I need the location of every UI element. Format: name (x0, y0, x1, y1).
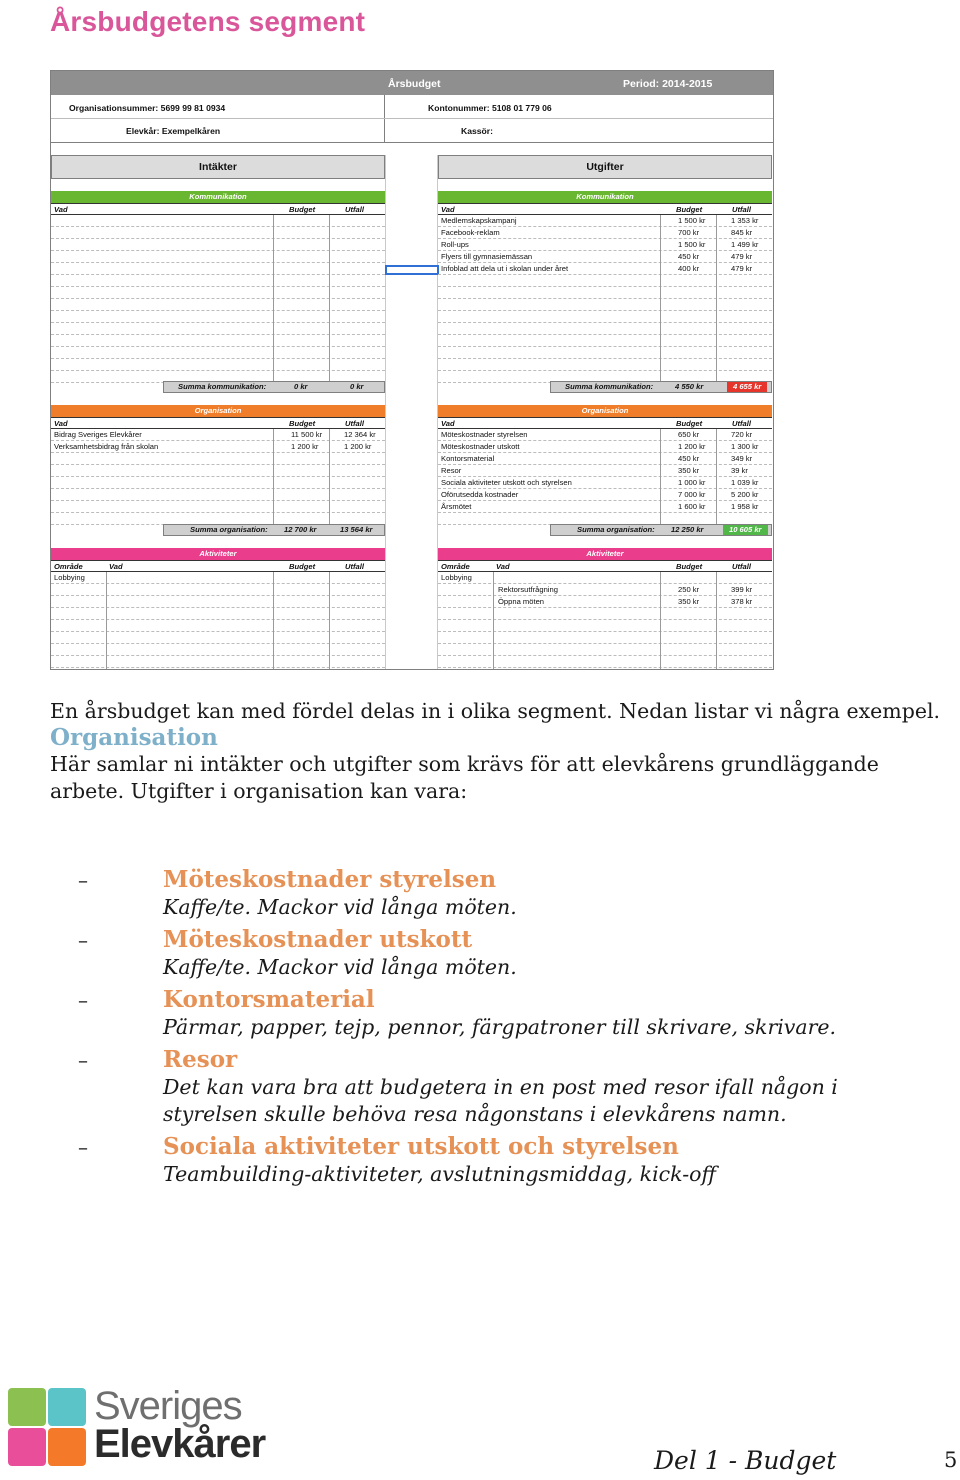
dash-bullet: – (78, 928, 88, 952)
sheet-period: Period: 2014-2015 (623, 78, 713, 90)
cell-item: Öppna möten (498, 597, 545, 606)
table-row (51, 632, 385, 644)
cell-budget: 250 kr (678, 585, 700, 594)
cell-item: Sociala aktiviteter utskott och styrelsen (441, 478, 572, 487)
cell-outcome: 1 499 kr (731, 240, 759, 249)
cell-budget: 7 000 kr (678, 490, 706, 499)
income-akt-header: Område Vad Budget Utfall (51, 560, 385, 572)
table-row (51, 287, 385, 299)
cell-budget: 1 200 kr (291, 442, 319, 451)
expense-header: Utgifter (438, 155, 772, 179)
income-band-komm: Kommunikation (51, 191, 385, 203)
dash-bullet: – (78, 1048, 88, 1072)
cell-outcome: 378 kr (731, 597, 753, 606)
cell-budget: 450 kr (678, 252, 700, 261)
expense-examples-list (78, 866, 938, 1193)
item-description: Det kan vara bra att budgetera in en post med resor ifall någon i styrelsen skulle behöva resa någonstans i elevkårens namn. (163, 1075, 838, 1126)
student-union: Elevkår: Exempelkåren (126, 126, 221, 136)
cell-outcome: 399 kr (731, 585, 753, 594)
table-row (438, 620, 772, 632)
table-row (438, 668, 772, 670)
table-row (438, 441, 772, 453)
income-komm-header: Vad Budget Utfall (51, 203, 385, 215)
cell-budget: 1 600 kr (678, 502, 706, 511)
table-row (51, 644, 385, 656)
table-row (51, 465, 385, 477)
sheet-info (51, 95, 773, 143)
table-row (438, 359, 772, 371)
table-row (438, 501, 772, 513)
income-komm-sum: Summa kommunikation: 0 kr 0 kr (163, 381, 385, 393)
expense-akt-header: Område Vad Budget Utfall (438, 560, 772, 572)
cell-item: Infoblad att dela ut i skolan under året (441, 264, 569, 273)
section-description: Här samlar ni intäkter och utgifter som krävs för att elevkårens grundläggande arbete. Utgifter i organisation kan vara: (50, 752, 879, 803)
logo-square-icon (8, 1388, 46, 1426)
income-column (51, 155, 385, 670)
cell-item: Facebook-reklam (441, 228, 500, 237)
table-row (438, 477, 772, 489)
table-row (51, 323, 385, 335)
page-title: Årsbudgetens segment (50, 6, 366, 37)
table-row (438, 299, 772, 311)
cell-item: Oförutsedda kostnader (441, 490, 519, 499)
cell-outcome: 1 300 kr (731, 442, 759, 451)
table-row (51, 668, 385, 670)
table-row (438, 215, 772, 227)
cell-item: Rektorsutfrågning (498, 585, 558, 594)
item-title: Kontorsmaterial (163, 986, 375, 1013)
cell-budget: 1 200 kr (678, 442, 706, 451)
cell-budget: 650 kr (678, 430, 700, 439)
cell-budget: 11 500 kr (291, 430, 323, 439)
table-row (51, 429, 385, 441)
table-row (438, 311, 772, 323)
item-title: Möteskostnader utskott (163, 926, 473, 953)
table-row (438, 596, 772, 608)
income-org-header: Vad Budget Utfall (51, 417, 385, 429)
budget-spreadsheet (50, 70, 774, 670)
expense-org-sum: Summa organisation: 12 250 kr 10 605 kr (550, 524, 772, 536)
cell-item: Verksamhetsbidrag från skolan (54, 442, 159, 451)
dash-bullet: – (78, 1135, 88, 1159)
section-title: Organisation (50, 724, 218, 751)
cell-outcome: 479 kr (731, 264, 753, 273)
table-row (51, 275, 385, 287)
cell-item: Kontorsmaterial (441, 454, 495, 463)
item-description: Kaffe/te. Mackor vid långa möten. (163, 895, 517, 919)
table-row (438, 287, 772, 299)
cell-outcome: 479 kr (731, 252, 753, 261)
list-item (78, 926, 938, 981)
logo-word-1: Sveriges (94, 1384, 242, 1428)
cell-budget: 450 kr (678, 454, 700, 463)
table-row (438, 263, 772, 275)
sheet-title: Årsbudget (388, 78, 441, 90)
cell-area: Lobbying (441, 573, 472, 582)
cell-outcome: 39 kr (731, 466, 748, 475)
cell-outcome: 1 353 kr (731, 216, 759, 225)
table-row (51, 251, 385, 263)
cell-item: Medlemskapskampanj (441, 216, 517, 225)
expense-band-komm: Kommunikation (438, 191, 772, 203)
table-row (438, 335, 772, 347)
table-row (51, 347, 385, 359)
income-band-akt: Aktiviteter (51, 548, 385, 560)
logo-square-icon (48, 1388, 86, 1426)
intro-text: En årsbudget kan med fördel delas in i olika segment. Nedan listar vi några exempel. (50, 699, 941, 723)
cell-budget: 400 kr (678, 264, 700, 273)
cell-area: Lobbying (54, 573, 85, 582)
cell-budget: 1 500 kr (678, 216, 706, 225)
org-number: Organisationsummer: 5699 99 81 0934 (69, 103, 226, 113)
table-row (438, 251, 772, 263)
sheet-title-bar (51, 71, 773, 95)
table-row (51, 215, 385, 227)
table-row (51, 335, 385, 347)
expense-band-akt: Aktiviteter (438, 548, 772, 560)
selected-cell (385, 265, 439, 275)
table-row (51, 656, 385, 668)
cell-outcome: 1 200 kr (344, 442, 372, 451)
cell-outcome: 720 kr (731, 430, 753, 439)
table-row (51, 596, 385, 608)
table-row (51, 477, 385, 489)
cell-item: Resor (441, 466, 462, 475)
cell-budget: 1 000 kr (678, 478, 706, 487)
cell-budget: 350 kr (678, 597, 700, 606)
table-row (51, 263, 385, 275)
sveriges-elevkarer-logo (8, 1384, 288, 1470)
table-row (438, 227, 772, 239)
dash-bullet: – (78, 868, 88, 892)
table-row (438, 275, 772, 287)
table-row (438, 239, 772, 251)
table-row (51, 453, 385, 465)
table-row (51, 584, 385, 596)
cell-outcome: 5 200 kr (731, 490, 759, 499)
page-number: 5 (944, 1448, 958, 1472)
dash-bullet: – (78, 988, 88, 1012)
table-row (51, 572, 385, 584)
item-description: Kaffe/te. Mackor vid långa möten. (163, 955, 517, 979)
treasurer: Kassör: (461, 126, 493, 136)
item-title: Resor (163, 1046, 238, 1073)
logo-word-2: Elevkårer (94, 1422, 266, 1466)
cell-outcome: 1 039 kr (731, 478, 759, 487)
cell-item: Flyers till gymnasiemässan (441, 252, 533, 261)
item-description: Pärmar, papper, tejp, pennor, färgpatroner till skrivare, skrivare. (163, 1015, 837, 1039)
table-row (438, 608, 772, 620)
cell-item: Årsmötet (441, 502, 472, 511)
table-row (51, 501, 385, 513)
table-row (438, 656, 772, 668)
cell-outcome: 349 kr (731, 454, 753, 463)
cell-outcome: 845 kr (731, 228, 753, 237)
table-row (438, 632, 772, 644)
cell-budget: 350 kr (678, 466, 700, 475)
expense-komm-header: Vad Budget Utfall (438, 203, 772, 215)
income-org-sum: Summa organisation: 12 700 kr 13 564 kr (163, 524, 385, 536)
table-row (438, 584, 772, 596)
cell-item: Bidrag Sveriges Elevkårer (54, 430, 142, 439)
cell-budget: 1 500 kr (678, 240, 706, 249)
cell-outcome: 1 958 kr (731, 502, 759, 511)
table-row (438, 572, 772, 584)
expense-komm-sum: Summa kommunikation: 4 550 kr 4 655 kr (550, 381, 772, 393)
income-header: Intäkter (51, 155, 385, 179)
table-row (51, 489, 385, 501)
account-number: Kontonummer: 5108 01 779 06 (428, 103, 552, 113)
table-row (438, 347, 772, 359)
table-row (438, 323, 772, 335)
expense-org-header: Vad Budget Utfall (438, 417, 772, 429)
table-row (51, 620, 385, 632)
expense-column (438, 155, 772, 670)
list-item (78, 1133, 938, 1188)
table-row (51, 441, 385, 453)
table-row (51, 239, 385, 251)
item-description: Teambuilding-aktiviteter, avslutningsmiddag, kick-off (163, 1162, 716, 1186)
table-row (51, 359, 385, 371)
item-title: Sociala aktiviteter utskott och styrelsen (163, 1133, 679, 1160)
table-row (438, 429, 772, 441)
cell-item: Roll-ups (441, 240, 469, 249)
table-row (438, 489, 772, 501)
cell-outcome: 12 364 kr (344, 430, 376, 439)
income-band-org: Organisation (51, 405, 385, 417)
table-row (438, 453, 772, 465)
cell-item: Möteskostnader utskott (441, 442, 520, 451)
expense-band-org: Organisation (438, 405, 772, 417)
table-row (51, 227, 385, 239)
table-row (438, 644, 772, 656)
logo-square-icon (8, 1428, 46, 1466)
table-row (51, 311, 385, 323)
list-item (78, 986, 938, 1041)
cell-item: Möteskostnader styrelsen (441, 430, 528, 439)
table-row (51, 608, 385, 620)
table-row (438, 465, 772, 477)
cell-budget: 700 kr (678, 228, 700, 237)
item-title: Möteskostnader styrelsen (163, 866, 497, 893)
list-item (78, 1046, 938, 1128)
list-item (78, 866, 938, 921)
footer-label: Del 1 - Budget (654, 1446, 837, 1475)
table-row (51, 299, 385, 311)
logo-square-icon (48, 1428, 86, 1466)
